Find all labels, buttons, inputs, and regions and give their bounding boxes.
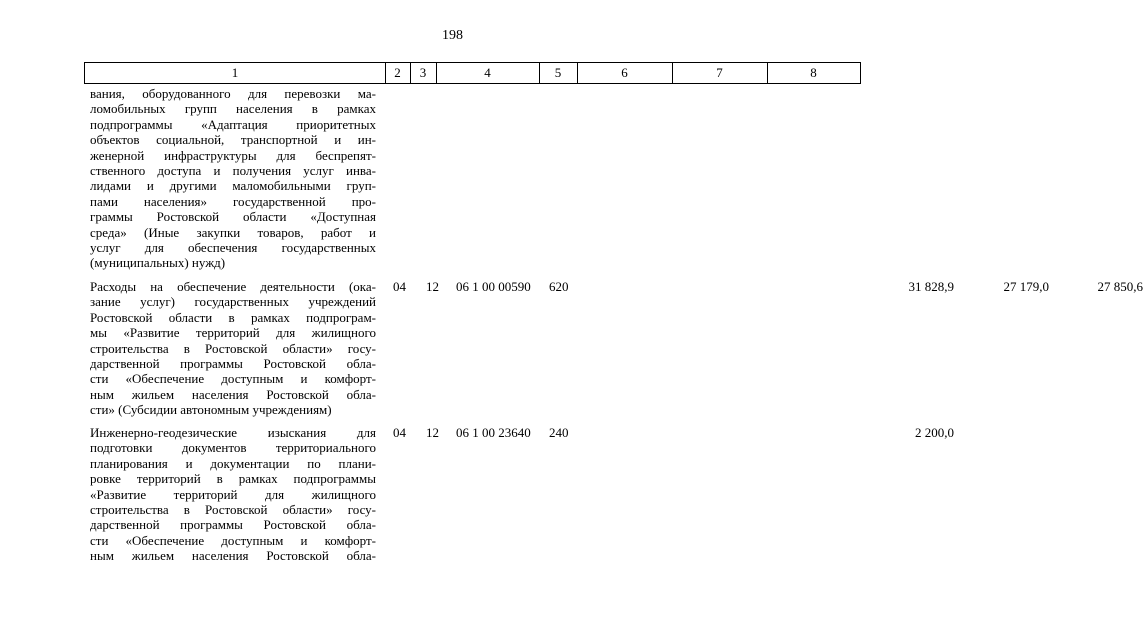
header-col-6: 6: [621, 65, 628, 80]
description-line: «Развитие территорий для жилищного: [90, 486, 376, 502]
description-line: женерной инфраструктуры для беспрепят-: [90, 147, 376, 163]
description-line: Ростовской области в рамках подпрограм-: [90, 309, 376, 325]
expense-type-code: 240: [549, 425, 569, 440]
description-line: Расходы на обеспечение деятельности (ока-: [90, 279, 376, 294]
header-col-5: 5: [554, 65, 562, 80]
amount-col-6: 31 828,9: [908, 279, 954, 294]
section-code: 04: [393, 425, 406, 440]
subsection-code: 12: [426, 279, 439, 294]
row-description: [90, 425, 376, 564]
amount-col-8: 27 850,6: [1097, 279, 1143, 294]
description-line: мы «Развитие территорий для жилищного: [90, 325, 376, 341]
description-line: ломобильных групп населения в рамках: [90, 101, 376, 117]
table-row: [90, 425, 954, 564]
description-line: подготовки документов территориального: [90, 440, 376, 456]
description-line: пами населения» государственной про-: [90, 193, 376, 209]
description-line: сти» (Субсидии автономным учреждениям): [90, 402, 332, 418]
description-line: ственного доступа и получения услуг инва-: [90, 162, 376, 178]
description-line: дарственной программы Ростовской обла-: [90, 517, 376, 533]
target-article-code: 06 1 00 23640: [456, 425, 531, 440]
expense-type-code: 620: [549, 279, 569, 294]
description-line: сти «Обеспечение доступным и комфорт-: [90, 371, 376, 387]
table-header-row: [84, 62, 861, 84]
description-line: зание услуг) государственных учреждений: [90, 294, 376, 310]
section-code: 04: [393, 279, 406, 294]
header-col-7: 7: [716, 65, 723, 80]
description-line: объектов социальной, транспортной и ин-: [90, 132, 376, 148]
description-line: (муниципальных) нужд): [90, 255, 226, 271]
description-line: планирования и документации по плани-: [90, 455, 376, 471]
amount-col-6: 2 200,0: [915, 425, 954, 440]
row-description: [90, 86, 376, 271]
description-line: строительства в Ростовской области» госу-: [90, 501, 376, 517]
description-line: ным жильем населения Ростовской обла-: [90, 386, 376, 402]
amount-col-7: 27 179,0: [1003, 279, 1049, 294]
description-line: вания, оборудованного для перевозки ма-: [90, 86, 376, 101]
header-col-4: 4: [484, 65, 491, 80]
description-line: лидами и другими маломобильными груп-: [90, 178, 376, 194]
page-number: 198: [442, 28, 463, 43]
description-line: строительства в Ростовской области» госу-: [90, 340, 376, 356]
subsection-code: 12: [426, 425, 439, 440]
header-col-1: 1: [231, 65, 239, 80]
header-col-8: 8: [810, 65, 817, 80]
description-line: сти «Обеспечение доступным и комфорт-: [90, 532, 376, 548]
description-line: дарственной программы Ростовской обла-: [90, 355, 376, 371]
table-row: [90, 279, 1143, 418]
header-col-2: 2: [394, 65, 401, 80]
description-line: среда» (Иные закупки товаров, работ и: [90, 224, 376, 240]
description-line: подпрограммы «Адаптация приоритетных: [90, 116, 376, 132]
description-line: ным жильем населения Ростовской обла-: [90, 548, 376, 564]
header-col-3: 3: [419, 65, 427, 80]
target-article-code: 06 1 00 00590: [456, 279, 531, 294]
table-row: [90, 86, 376, 271]
description-line: граммы Ростовской области «Доступная: [90, 209, 376, 225]
description-line: Инженерно-геодезические изыскания для: [90, 425, 376, 440]
description-line: ровке территорий в рамках подпрограммы: [90, 471, 376, 487]
description-line: услуг для обеспечения государственных: [90, 239, 376, 255]
row-description: [90, 279, 376, 418]
